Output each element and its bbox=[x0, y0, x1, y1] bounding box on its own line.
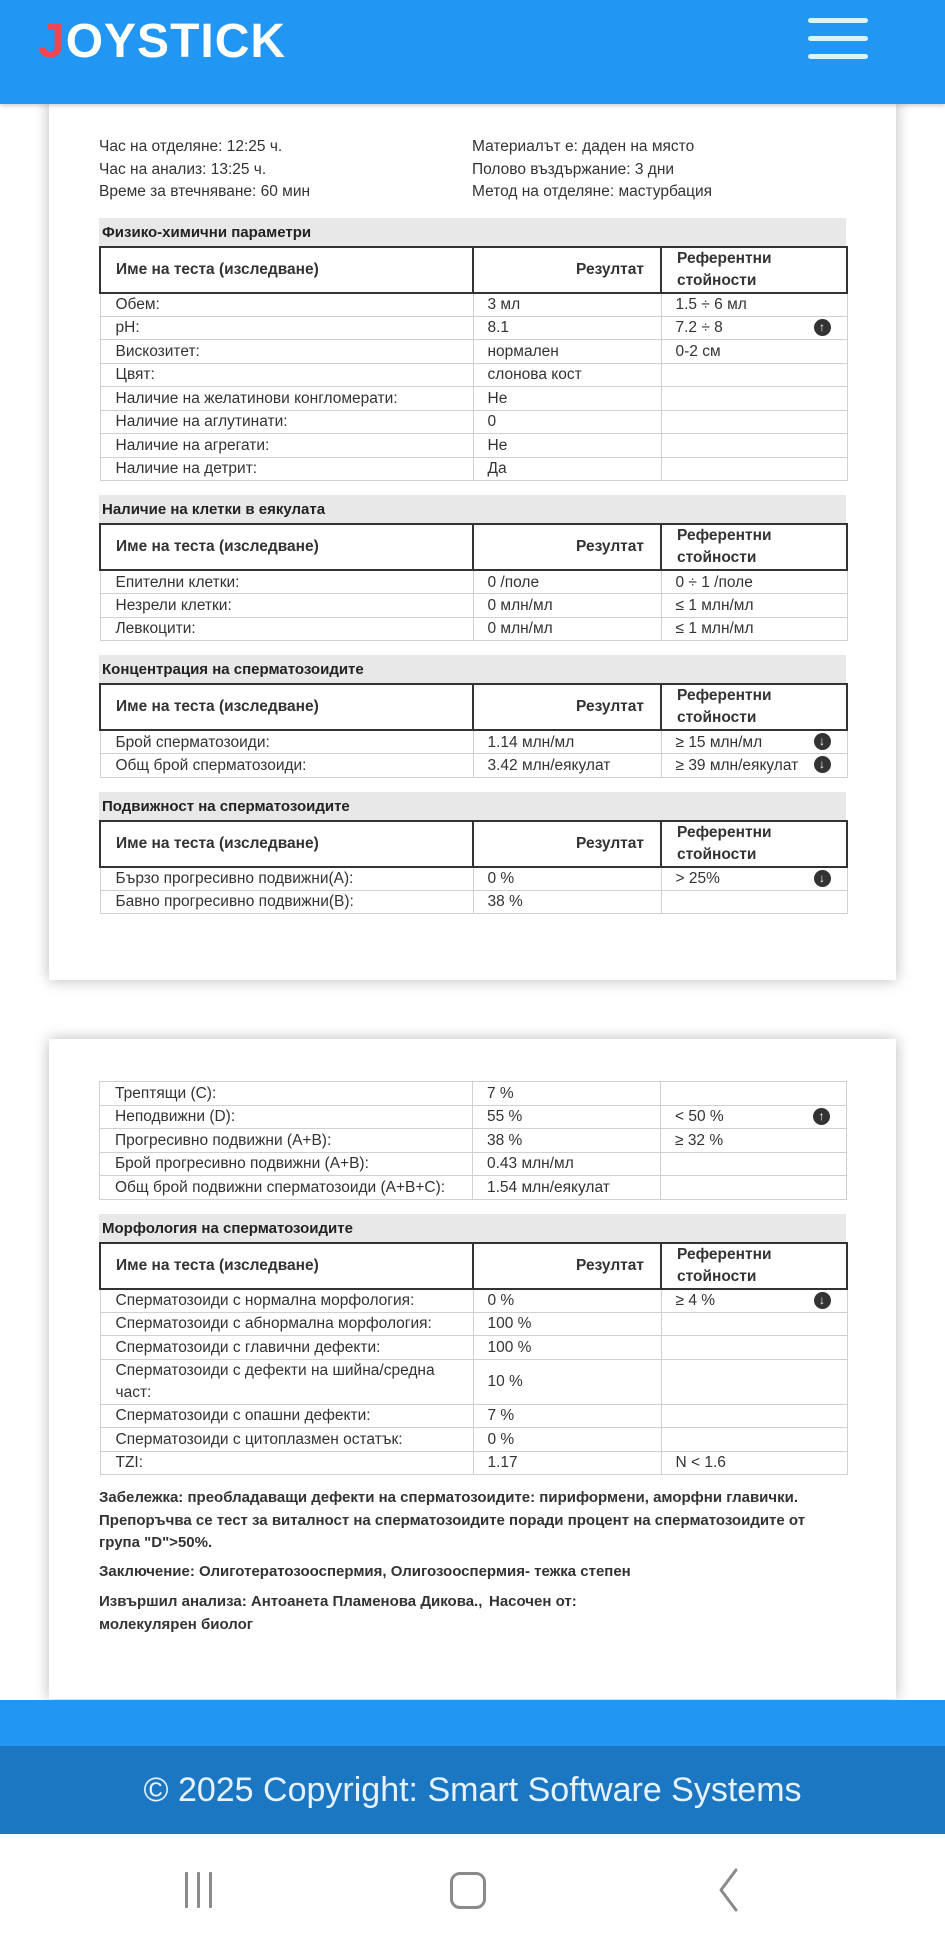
table-row bbox=[100, 1428, 847, 1452]
result-cell: 100 % bbox=[473, 1336, 661, 1360]
sample-meta bbox=[99, 136, 846, 204]
arrow-down-circle-icon: ↓ bbox=[814, 733, 831, 750]
reference-cell bbox=[661, 617, 847, 641]
android-nav-bar bbox=[0, 1834, 945, 1953]
result-cell: 0 % bbox=[473, 867, 661, 891]
reference-value: > 25% bbox=[675, 870, 720, 887]
reference-cell bbox=[661, 730, 847, 754]
reference-header-line: стойности bbox=[677, 549, 757, 566]
result-cell: 0.43 млн/мл bbox=[473, 1152, 661, 1176]
table-header-row bbox=[100, 821, 847, 867]
back-icon[interactable] bbox=[710, 1864, 770, 1914]
logo-text: OYSTICK bbox=[65, 15, 287, 68]
table-header-row bbox=[100, 247, 847, 293]
collection-method: Метод на отделяне: мастурбация bbox=[472, 183, 713, 200]
reference-cell bbox=[661, 1152, 847, 1176]
section-concentration bbox=[99, 655, 846, 778]
reference-value: < 50 % bbox=[675, 1108, 724, 1126]
result-cell: Не bbox=[473, 434, 661, 458]
joystick-logo[interactable] bbox=[38, 14, 286, 69]
reference-value: ≥ 39 млн/еякулат bbox=[675, 756, 799, 774]
result-cell: слонова кост bbox=[473, 363, 661, 387]
reference-value: ≥ 15 млн/мл bbox=[675, 733, 763, 751]
reference-cell bbox=[661, 457, 847, 481]
arrow-up-circle-icon: ↑ bbox=[813, 1108, 830, 1125]
reference-cell bbox=[661, 1289, 847, 1313]
column-header-test-name: Име на теста (изследване) bbox=[100, 247, 473, 293]
result-cell: 0 % bbox=[473, 1428, 661, 1452]
reference-cell bbox=[661, 1105, 847, 1129]
reference-cell bbox=[661, 1451, 847, 1475]
liquefaction-time: Време за втечняване: 60 мин bbox=[99, 183, 311, 200]
reference-cell bbox=[661, 754, 847, 778]
result-cell: 1.14 млн/мл bbox=[473, 730, 661, 754]
column-header-result: Резултат bbox=[473, 524, 661, 570]
reference-header-line: Референтни bbox=[677, 823, 772, 841]
remark-text: Забележка: преобладаващи дефекти на сперматозоидите: пириформени, аморфни главички. Препоръчва се тест за виталност на сперматозоидите поради процент на сперматозоидите от група "D">50%. bbox=[99, 1489, 806, 1551]
result-cell: 7 % bbox=[473, 1404, 661, 1428]
test-name-cell: Наличие на агрегати: bbox=[100, 434, 473, 458]
referred-by: Насочен от: bbox=[489, 1593, 577, 1610]
reference-header-line: стойности bbox=[677, 709, 757, 726]
arrow-down-circle-icon: ↓ bbox=[814, 756, 831, 773]
reference-cell bbox=[661, 340, 847, 364]
result-cell: 100 % bbox=[473, 1312, 661, 1336]
column-header-reference bbox=[661, 821, 847, 867]
section-title: Подвижност на сперматозоидите bbox=[99, 792, 846, 820]
test-name-cell: Обем: bbox=[100, 293, 473, 317]
table-row bbox=[100, 890, 847, 914]
reference-header-line: стойности bbox=[677, 1267, 757, 1285]
test-name-cell: Сперматозоиди с абнормална морфология: bbox=[100, 1312, 473, 1336]
report-content-1 bbox=[99, 136, 846, 914]
table-row bbox=[100, 594, 847, 618]
test-name-cell: Общ брой подвижни сперматозоиди (A+B+C): bbox=[100, 1176, 473, 1200]
test-name-cell: Сперматозоиди с нормална морфология: bbox=[100, 1289, 473, 1313]
result-cell: 8.1 bbox=[473, 316, 661, 340]
section-title: Физико-химични параметри bbox=[99, 218, 846, 246]
table-row bbox=[100, 387, 847, 411]
result-cell: 3 мл bbox=[473, 293, 661, 317]
footer-copyright: © 2025 Copyright: Smart Software Systems bbox=[0, 1746, 945, 1834]
column-header-reference bbox=[661, 1243, 847, 1289]
report-content-2 bbox=[99, 1081, 846, 1636]
reference-cell bbox=[661, 434, 847, 458]
section-title: Наличие на клетки в еякулата bbox=[99, 495, 846, 523]
test-name-cell: Вискозитет: bbox=[100, 340, 473, 364]
reference-header-line: стойности bbox=[677, 845, 757, 863]
sample-meta-right bbox=[472, 136, 845, 204]
arrow-up-circle-icon: ↑ bbox=[814, 319, 831, 336]
home-icon[interactable] bbox=[440, 1864, 500, 1914]
section-title: Морфология на сперматозоидите bbox=[99, 1214, 846, 1242]
table-header-row bbox=[100, 684, 847, 730]
reference-value: ≤ 1 млн/мл bbox=[675, 596, 754, 614]
test-name-cell: Незрели клетки: bbox=[100, 594, 473, 618]
result-cell: 0 bbox=[473, 410, 661, 434]
reference-header-line: стойности bbox=[677, 271, 757, 289]
test-name-cell: Наличие на аглутинати: bbox=[100, 410, 473, 434]
column-header-result: Резултат bbox=[473, 684, 661, 730]
table-row bbox=[100, 730, 847, 754]
section-cells bbox=[99, 495, 846, 641]
test-name-cell: Сперматозоиди с цитоплазмен остатък: bbox=[100, 1428, 473, 1452]
table-row bbox=[100, 363, 847, 387]
table-header-row bbox=[100, 524, 847, 570]
arrow-down-circle-icon: ↓ bbox=[814, 1292, 831, 1309]
signature-block bbox=[99, 1591, 846, 1636]
test-name-cell: Брой прогресивно подвижни (A+B): bbox=[100, 1152, 473, 1176]
column-header-result: Резултат bbox=[473, 1243, 661, 1289]
reference-cell bbox=[661, 1359, 847, 1404]
test-name-cell: Левкоцити: bbox=[100, 617, 473, 641]
result-cell: 0 % bbox=[473, 1289, 661, 1313]
reference-header-line: Референтни bbox=[677, 687, 772, 704]
column-header-result: Резултат bbox=[473, 821, 661, 867]
results-table bbox=[99, 820, 848, 915]
reference-value: 0 ÷ 1 /поле bbox=[675, 573, 753, 591]
results-table bbox=[99, 1081, 847, 1200]
reference-cell bbox=[661, 1428, 847, 1452]
test-name-cell: Епителни клетки: bbox=[100, 570, 473, 594]
result-cell: 10 % bbox=[473, 1359, 661, 1404]
table-row bbox=[100, 1129, 847, 1153]
table-row bbox=[100, 1105, 847, 1129]
table-row bbox=[100, 1451, 847, 1475]
performed-by: Извършил анализа: Антоанета Пламенова Дикова., молекулярен биолог bbox=[99, 1593, 483, 1633]
result-cell: 7 % bbox=[473, 1082, 661, 1106]
results-table bbox=[99, 246, 848, 482]
result-cell: 38 % bbox=[473, 1129, 661, 1153]
reference-cell bbox=[661, 1176, 847, 1200]
test-name-cell: Наличие на детрит: bbox=[100, 457, 473, 481]
abstinence: Полово въздържание: 3 дни bbox=[472, 160, 675, 178]
reference-value: N < 1.6 bbox=[675, 1454, 726, 1472]
test-name-cell: Сперматозоиди с главични дефекти: bbox=[100, 1336, 473, 1360]
reference-cell bbox=[661, 316, 847, 340]
reference-header-line: Референтни bbox=[677, 249, 772, 267]
section-motility bbox=[99, 792, 846, 915]
reference-header-line: Референтни bbox=[677, 527, 772, 544]
sample-meta-left bbox=[99, 136, 472, 204]
reference-cell bbox=[661, 1404, 847, 1428]
reference-cell bbox=[661, 1082, 847, 1106]
table-row bbox=[100, 293, 847, 317]
table-row bbox=[100, 754, 847, 778]
section-morphology bbox=[99, 1214, 846, 1476]
collection-time: Час на отделяне: 12:25 ч. bbox=[99, 138, 283, 155]
table-row bbox=[100, 1359, 847, 1404]
column-header-reference bbox=[661, 524, 847, 570]
column-header-test-name: Име на теста (изследване) bbox=[100, 684, 473, 730]
reference-cell bbox=[661, 594, 847, 618]
test-name-cell: Неподвижни (D): bbox=[100, 1105, 473, 1129]
table-row bbox=[100, 867, 847, 891]
test-name-cell: Брой сперматозоиди: bbox=[100, 730, 473, 754]
test-name-cell: pH: bbox=[100, 316, 473, 340]
test-name-cell: Трептящи (C): bbox=[100, 1082, 473, 1106]
result-cell: Да bbox=[473, 457, 661, 481]
reference-cell bbox=[661, 1129, 847, 1153]
result-cell: 3.42 млн/еякулат bbox=[473, 754, 661, 778]
reference-value: ≥ 4 % bbox=[675, 1292, 716, 1309]
reference-value: 1.5 ÷ 6 мл bbox=[675, 296, 747, 313]
table-row bbox=[100, 1082, 847, 1106]
column-header-reference bbox=[661, 684, 847, 730]
reference-cell bbox=[661, 387, 847, 411]
logo-accent-letter: J bbox=[38, 15, 66, 68]
result-cell: 1.17 bbox=[473, 1451, 661, 1475]
test-name-cell: TZI: bbox=[100, 1451, 473, 1475]
material-origin: Материалът е: даден на място bbox=[472, 138, 695, 155]
conclusion-text: Заключение: Олиготератозооспермия, Олигозооспермия- тежка степен bbox=[99, 1562, 631, 1580]
report-notes bbox=[99, 1487, 846, 1583]
test-name-cell: Сперматозоиди с опашни дефекти: bbox=[100, 1404, 473, 1428]
table-row bbox=[100, 316, 847, 340]
results-table bbox=[99, 683, 848, 778]
table-row bbox=[100, 1289, 847, 1313]
result-cell: Не bbox=[473, 387, 661, 411]
table-row bbox=[100, 570, 847, 594]
reference-cell bbox=[661, 363, 847, 387]
reference-cell bbox=[661, 410, 847, 434]
table-row bbox=[100, 1336, 847, 1360]
analysis-time: Час на анализ: 13:25 ч. bbox=[99, 160, 267, 178]
hamburger-icon[interactable] bbox=[808, 16, 868, 62]
report-page-1 bbox=[49, 98, 896, 980]
test-name-cell: Общ брой сперматозоиди: bbox=[100, 754, 473, 778]
test-name-cell: Бавно прогресивно подвижни(B): bbox=[100, 890, 473, 914]
result-cell: 0 млн/мл bbox=[473, 617, 661, 641]
reference-header-line: Референтни bbox=[677, 1245, 772, 1263]
result-cell: нормален bbox=[473, 340, 661, 364]
column-header-test-name: Име на теста (изследване) bbox=[100, 524, 473, 570]
result-cell: 0 /поле bbox=[473, 570, 661, 594]
table-row bbox=[100, 1176, 847, 1200]
test-name-cell: Бързо прогресивно подвижни(A): bbox=[100, 867, 473, 891]
arrow-down-circle-icon: ↓ bbox=[814, 870, 831, 887]
results-table bbox=[99, 1242, 848, 1476]
reference-cell bbox=[661, 867, 847, 891]
table-row bbox=[100, 410, 847, 434]
section-motility-continued bbox=[99, 1081, 846, 1200]
section-title: Концентрация на сперматозоидите bbox=[99, 655, 846, 683]
table-row bbox=[100, 1152, 847, 1176]
table-row bbox=[100, 340, 847, 364]
table-row bbox=[100, 1404, 847, 1428]
recents-icon[interactable] bbox=[180, 1864, 240, 1914]
table-header-row bbox=[100, 1243, 847, 1289]
footer-band bbox=[0, 1700, 945, 1746]
report-page-2 bbox=[49, 1039, 896, 1699]
results-table bbox=[99, 523, 848, 641]
table-row bbox=[100, 457, 847, 481]
column-header-test-name: Име на теста (изследване) bbox=[100, 1243, 473, 1289]
reference-value: 0-2 см bbox=[675, 342, 721, 360]
reference-cell bbox=[661, 570, 847, 594]
test-name-cell: Сперматозоиди с дефекти на шийна/средна част: bbox=[100, 1359, 473, 1404]
result-cell: 1.54 млн/еякулат bbox=[473, 1176, 661, 1200]
top-app-bar bbox=[0, 0, 945, 104]
result-cell: 0 млн/мл bbox=[473, 594, 661, 618]
table-row bbox=[100, 1312, 847, 1336]
reference-cell bbox=[661, 293, 847, 317]
table-row bbox=[100, 434, 847, 458]
reference-cell bbox=[661, 1312, 847, 1336]
column-header-test-name: Име на теста (изследване) bbox=[100, 821, 473, 867]
column-header-result: Резултат bbox=[473, 247, 661, 293]
test-name-cell: Прогресивно подвижни (A+B): bbox=[100, 1129, 473, 1153]
column-header-reference bbox=[661, 247, 847, 293]
table-row bbox=[100, 617, 847, 641]
section-physico-chemical bbox=[99, 218, 846, 482]
reference-value: ≥ 32 % bbox=[675, 1131, 724, 1149]
reference-value: 7.2 ÷ 8 bbox=[675, 319, 723, 337]
test-name-cell: Цвят: bbox=[100, 363, 473, 387]
result-cell: 38 % bbox=[473, 890, 661, 914]
reference-cell bbox=[661, 890, 847, 914]
reference-value: ≤ 1 млн/мл bbox=[675, 620, 754, 638]
reference-cell bbox=[661, 1336, 847, 1360]
test-name-cell: Наличие на желатинови конгломерати: bbox=[100, 387, 473, 411]
result-cell: 55 % bbox=[473, 1105, 661, 1129]
